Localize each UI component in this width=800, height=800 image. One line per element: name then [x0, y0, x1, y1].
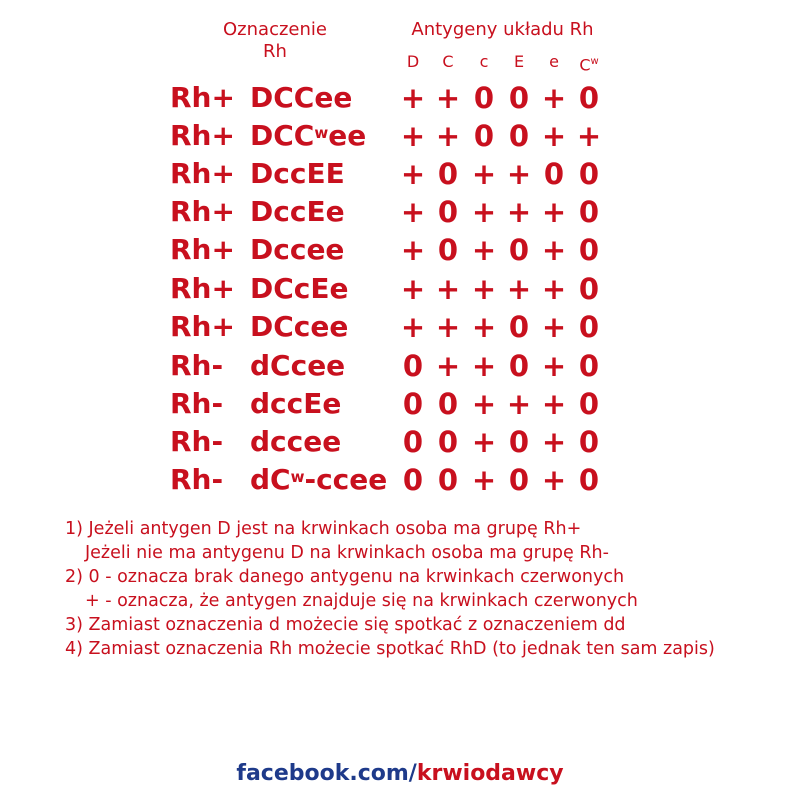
genotype [250, 231, 344, 269]
genotype-superscript: w [290, 468, 305, 486]
genotype [250, 155, 345, 193]
antigen-cell: + [541, 463, 567, 497]
note-line: 1) Jeżeli antygen D jest na krwinkach osoba ma grupę Rh+ [65, 519, 582, 539]
antigen-cell: + [506, 387, 532, 421]
antigen-column-header [396, 52, 430, 72]
antigen-cell: 0 [508, 349, 530, 383]
antigen-cell: 0 [578, 425, 600, 459]
notes [65, 517, 785, 661]
antigen-cell: + [471, 463, 497, 497]
antigen-cell: 0 [508, 233, 530, 267]
antigen-cell: 0 [578, 310, 600, 344]
rh-group: Rh- [170, 463, 224, 496]
table-row [0, 423, 800, 461]
antigen-cell: + [400, 195, 426, 229]
antigen-cell: + [541, 81, 567, 115]
antigen-cell: + [471, 272, 497, 306]
antigen-cell: 0 [437, 425, 459, 459]
antigen-cell: + [471, 387, 497, 421]
table-row [0, 347, 800, 385]
genotype-part: -ccee [304, 463, 388, 496]
antigen-cell: + [471, 157, 497, 191]
antigen-cell: 0 [578, 195, 600, 229]
table-row [0, 308, 800, 346]
rh-group: Rh+ [170, 195, 235, 228]
table-row [0, 270, 800, 308]
rh-group: Rh+ [170, 233, 235, 266]
genotype [250, 193, 345, 231]
note-line: 4) Zamiast oznaczenia Rh możecie spotkać RhD (to jednak ten sam zapis) [65, 639, 715, 659]
antigen-cell: 0 [402, 349, 424, 383]
rh-group: Rh- [170, 349, 224, 382]
genotype [250, 79, 352, 117]
antigen-cell: + [506, 272, 532, 306]
antigen-cell: + [541, 233, 567, 267]
antigen-cell: 0 [578, 349, 600, 383]
antigen-cell: + [471, 310, 497, 344]
antigen-cell: + [400, 81, 426, 115]
genotype-part: DCCee [250, 81, 353, 114]
rh-group: Rh+ [170, 81, 235, 114]
antigen-cell: 0 [402, 387, 424, 421]
antigen-cell: 0 [437, 463, 459, 497]
table-row [0, 155, 800, 193]
antigen-cell: 0 [578, 387, 600, 421]
antigen-cell: + [506, 157, 532, 191]
rh-group: Rh+ [170, 157, 235, 190]
antigen-cell: + [435, 349, 461, 383]
antigen-column-header [467, 52, 501, 72]
footer-link[interactable] [0, 760, 800, 788]
genotype-part: dCcee [250, 349, 346, 382]
antigen-cell: + [471, 425, 497, 459]
antigen-cell: + [541, 310, 567, 344]
antigen-cell: 0 [402, 463, 424, 497]
antigen-cell: + [541, 349, 567, 383]
genotype-part: DCcee [250, 310, 349, 343]
genotype-part: dccEe [250, 387, 342, 420]
genotype [250, 117, 366, 155]
antigen-cell: + [471, 349, 497, 383]
antigen-cell: 0 [437, 233, 459, 267]
antigen-column-header [502, 52, 536, 72]
rh-group: Rh+ [170, 272, 235, 305]
antigen-column-label: D [406, 52, 420, 71]
table-row [0, 193, 800, 231]
antigen-cell: + [541, 425, 567, 459]
antigen-column-superscript: w [590, 56, 599, 67]
antigen-cell: + [471, 233, 497, 267]
table-row [0, 79, 800, 117]
rh-group: Rh+ [170, 119, 235, 152]
note-line: 3) Zamiast oznaczenia d możecie się spotkać z oznaczeniem dd [65, 615, 626, 635]
rh-group: Rh+ [170, 310, 235, 343]
antigens-header: Antygeny układu Rh [411, 19, 594, 40]
antigen-column-label: e [549, 52, 559, 71]
antigen-cell: 0 [508, 425, 530, 459]
antigen-cell: 0 [437, 157, 459, 191]
antigen-cell: 0 [508, 463, 530, 497]
antigen-cell: 0 [578, 81, 600, 115]
genotype-part: DccEE [250, 157, 345, 190]
antigen-cell: 0 [473, 81, 495, 115]
antigen-cell: + [435, 119, 461, 153]
antigen-cell: 0 [402, 425, 424, 459]
antigen-cell: 0 [437, 195, 459, 229]
antigen-column-header [431, 52, 465, 72]
antigen-cell: 0 [508, 119, 530, 153]
genotype-part: dccee [250, 425, 342, 458]
antigen-column-header [537, 52, 571, 72]
antigen-column-label: C [579, 55, 591, 75]
antigen-column-header [572, 52, 606, 75]
genotype [250, 308, 348, 346]
genotype-part: DCcEe [250, 272, 349, 305]
genotype [250, 385, 341, 423]
note-line: + - oznacza, że antygen znajduje się na krwinkach czerwonych [85, 591, 638, 611]
genotype-part: DCC [250, 119, 315, 152]
antigen-column-label: E [513, 52, 525, 71]
antigen-cell: + [435, 272, 461, 306]
table-row [0, 117, 800, 155]
designation-header [200, 19, 350, 63]
antigen-column-headers [396, 52, 606, 75]
antigen-cell: + [400, 119, 426, 153]
designation-header-line1: Oznaczenie [223, 19, 327, 40]
genotype [250, 461, 387, 499]
rh-group: Rh- [170, 425, 224, 458]
genotype [250, 347, 345, 385]
designation-header-line2: Rh [263, 41, 287, 62]
table-row [0, 231, 800, 269]
antigen-cell: 0 [473, 119, 495, 153]
note-line: 2) 0 - oznacza brak danego antygenu na krwinkach czerwonych [65, 567, 625, 587]
genotype-part: Dccee [250, 233, 345, 266]
footer-page: krwiodawcy [416, 761, 564, 786]
antigen-cell: 0 [508, 310, 530, 344]
genotype-superscript: w [314, 124, 329, 142]
antigen-cell: + [400, 157, 426, 191]
antigen-column-label: c [479, 52, 489, 71]
antigen-cell: 0 [578, 272, 600, 306]
footer-domain: facebook.com/ [236, 761, 417, 786]
antigen-cell: 0 [508, 81, 530, 115]
antigen-column-label: C [442, 52, 454, 71]
antigen-cell: + [576, 119, 602, 153]
antigen-cell: + [435, 310, 461, 344]
antigen-cell: + [435, 81, 461, 115]
antigen-cell: + [506, 195, 532, 229]
antigen-cell: + [541, 119, 567, 153]
antigen-cell: 0 [578, 463, 600, 497]
genotype [250, 423, 341, 461]
genotype-part: dC [250, 463, 291, 496]
antigen-cell: 0 [578, 157, 600, 191]
genotype [250, 270, 349, 308]
table-row [0, 385, 800, 423]
antigen-cell: + [400, 310, 426, 344]
antigen-cell: + [400, 272, 426, 306]
note-line: Jeżeli nie ma antygenu D na krwinkach osoba ma grupę Rh- [85, 543, 609, 563]
antigen-cell: + [400, 233, 426, 267]
antigen-cell: 0 [543, 157, 565, 191]
antigen-cell: + [471, 195, 497, 229]
antigen-cell: 0 [437, 387, 459, 421]
genotype-part: DccEe [250, 195, 345, 228]
antigen-cell: 0 [578, 233, 600, 267]
table-row [0, 461, 800, 499]
genotype-part: ee [328, 119, 367, 152]
antigen-cell: + [541, 387, 567, 421]
antigen-cell: + [541, 272, 567, 306]
rh-group: Rh- [170, 387, 224, 420]
antigen-cell: + [541, 195, 567, 229]
